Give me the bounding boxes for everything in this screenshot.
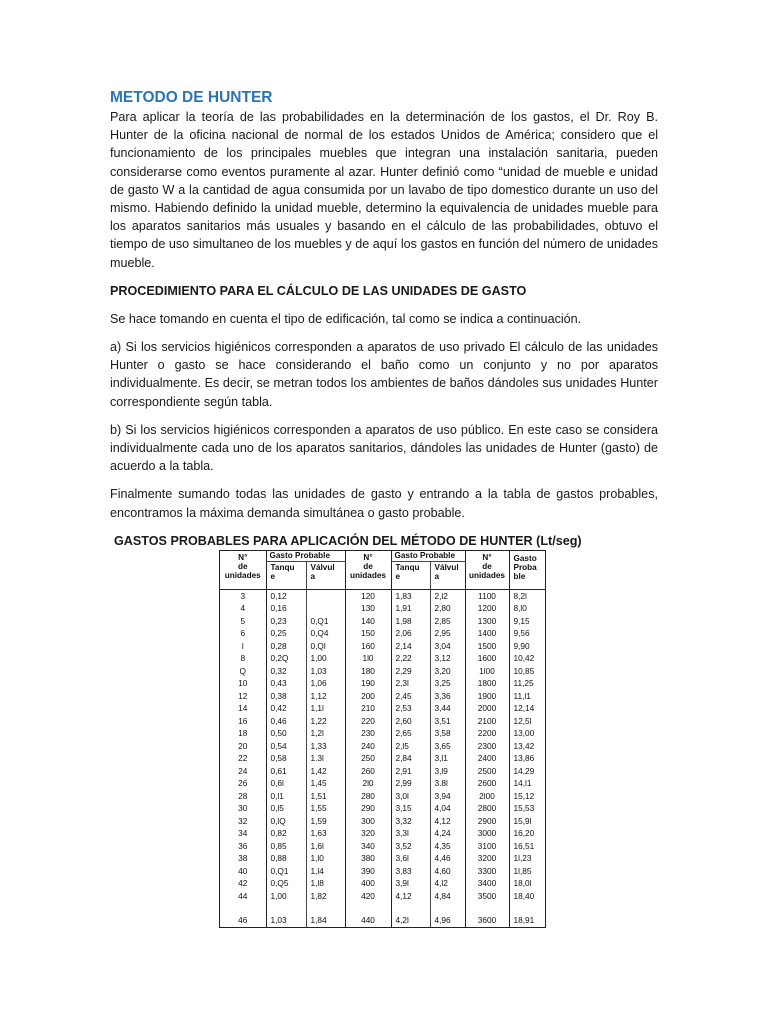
cell-units-b: 340: [345, 840, 391, 853]
cell-valvula-a: 1,1l: [306, 703, 345, 716]
header-gasto-3: [509, 551, 545, 590]
cell-units-c: 1200: [465, 603, 509, 616]
cell-valvula-a: 0,Q1: [306, 615, 345, 628]
cell-tanque-b: 2,22: [391, 653, 430, 666]
header-tanque-2: [391, 562, 430, 590]
cell-valvula-b: 3,94: [430, 790, 465, 803]
document-page: [110, 88, 658, 560]
cell-gasto-c: 16,20: [509, 828, 545, 841]
cell-tanque-b: 2,60: [391, 715, 430, 728]
cell-tanque-b: 2,84: [391, 753, 430, 766]
cell-units-a: 22: [238, 753, 248, 764]
cell-valvula-b: 3,65: [430, 740, 465, 753]
cell-valvula-b: 3,44: [430, 703, 465, 716]
cell-valvula-a: [306, 590, 345, 603]
cell-units-a: 38: [238, 853, 248, 864]
cell-gasto-c: 18,40: [509, 890, 545, 903]
cell-units-a: 36: [238, 840, 248, 851]
table-row: [220, 778, 545, 791]
cell-tanque-a: 0,58: [266, 753, 306, 766]
cell-tanque-a: 0,lQ: [266, 815, 306, 828]
cell-valvula-a: 1,84: [306, 910, 345, 927]
header-tanque-2-text: Tanqu e: [395, 563, 420, 581]
cell-units-b: 140: [345, 615, 391, 628]
cell-units-c: 2900: [465, 815, 509, 828]
cell-valvula-b: 4,35: [430, 840, 465, 853]
cell-valvula-a: 1,6l: [306, 840, 345, 853]
cell-units-b: 2l0: [345, 778, 391, 791]
cell-units-a: 16: [238, 715, 248, 726]
table-gap-row: [220, 903, 545, 910]
cell-tanque-b: 3,52: [391, 840, 430, 853]
table-row: [220, 590, 545, 603]
cell-valvula-b: 3,25: [430, 678, 465, 691]
table-row: [220, 910, 545, 927]
cell-units-b: 400: [345, 878, 391, 891]
cell-valvula-a: 1,l4: [306, 865, 345, 878]
paragraph-uso-privado: a) Si los servicios higiénicos corresponden a aparatos de uso privado El cálculo de las unidades Hunter o gasto se hace considerando el baño como un conjunto y no por aparatos individualmente. Es decir, se metran todos los ambientes de baños dándoles sus unidades Hunter correspondiente según tabla.: [110, 340, 658, 409]
paragraph-edificacion: Se hace tomando en cuenta el tipo de edificación, tal como se indica a continuación.: [110, 311, 582, 326]
cell-units-c: 3600: [465, 910, 509, 927]
cell-gasto-c: 12,14: [509, 703, 545, 716]
cell-units-c: 1500: [465, 640, 509, 653]
cell-valvula-b: 3,51: [430, 715, 465, 728]
cell-units-a: 40: [238, 865, 248, 876]
cell-units-a: 4: [240, 603, 246, 614]
header-tanque-1-text: Tanqu e: [270, 563, 295, 581]
table-row: [220, 828, 545, 841]
header-units-1: [220, 551, 266, 590]
table-row: [220, 878, 545, 891]
cell-tanque-a: 0,88: [266, 853, 306, 866]
cell-units-b: 320: [345, 828, 391, 841]
cell-gasto-c: 14,29: [509, 765, 545, 778]
cell-valvula-b: 4,12: [430, 815, 465, 828]
header-units-3-text: N° de unidades: [469, 553, 505, 580]
cell-units-a: 44: [238, 890, 248, 901]
cell-units-c: 2200: [465, 728, 509, 741]
cell-tanque-a: 0,61: [266, 765, 306, 778]
cell-tanque-b: 3,9l: [391, 878, 430, 891]
cell-units-a: l: [241, 640, 244, 651]
cell-units-a: 46: [238, 914, 248, 925]
paragraph-uso-publico: b) Si los servicios higiénicos corresponden a aparatos de uso público. En este caso se considera individualmente cada uno de los aparatos sanitarios, dándoles las unidades de Hunter (gasto) de acuerdo a la tabla.: [110, 422, 658, 474]
cell-valvula-a: 1,06: [306, 678, 345, 691]
cell-units-c: 3200: [465, 853, 509, 866]
cell-valvula-a: 1,33: [306, 740, 345, 753]
cell-gasto-c: 8,2l: [509, 590, 545, 603]
cell-tanque-b: 1,83: [391, 590, 430, 603]
cell-valvula-a: 0,Q4: [306, 628, 345, 641]
cell-valvula-a: 1,82: [306, 890, 345, 903]
cell-tanque-a: 0,16: [266, 603, 306, 616]
cell-tanque-b: 2,06: [391, 628, 430, 641]
cell-valvula-b: 4,96: [430, 910, 465, 927]
cell-units-c: 3100: [465, 840, 509, 853]
cell-valvula-a: 0,Ql: [306, 640, 345, 653]
table-gap-cell: [220, 903, 266, 910]
table-row: [220, 690, 545, 703]
cell-units-c: 2500: [465, 765, 509, 778]
cell-units-b: 390: [345, 865, 391, 878]
header-gasto-1: Gasto Probable: [266, 551, 345, 562]
cell-tanque-b: 3,83: [391, 865, 430, 878]
cell-units-b: 210: [345, 703, 391, 716]
cell-tanque-a: 0,54: [266, 740, 306, 753]
cell-units-b: 150: [345, 628, 391, 641]
cell-units-b: 180: [345, 665, 391, 678]
cell-tanque-a: 0,82: [266, 828, 306, 841]
cell-tanque-b: 2,45: [391, 690, 430, 703]
table-gap-cell: [509, 903, 545, 910]
cell-units-b: 190: [345, 678, 391, 691]
cell-valvula-b: 3,58: [430, 728, 465, 741]
table-gap-cell: [266, 903, 306, 910]
cell-units-c: 1100: [465, 590, 509, 603]
cell-units-b: 200: [345, 690, 391, 703]
cell-valvula-a: [306, 603, 345, 616]
cell-valvula-b: 2,80: [430, 603, 465, 616]
table-gap-cell: [430, 903, 465, 910]
cell-units-c: 1900: [465, 690, 509, 703]
cell-tanque-b: 2,65: [391, 728, 430, 741]
cell-units-b: 220: [345, 715, 391, 728]
cell-tanque-a: 0,12: [266, 590, 306, 603]
cell-gasto-c: 8,l0: [509, 603, 545, 616]
cell-units-a: 14: [238, 703, 248, 714]
cell-valvula-a: 1.3l: [306, 753, 345, 766]
table-row: [220, 840, 545, 853]
table-gap-cell: [345, 903, 391, 910]
cell-units-a: Q: [239, 665, 246, 676]
cell-gasto-c: 10,85: [509, 665, 545, 678]
cell-valvula-b: 2,l2: [430, 590, 465, 603]
cell-gasto-c: 18,0l: [509, 878, 545, 891]
cell-gasto-c: 15,9l: [509, 815, 545, 828]
cell-gasto-c: 18,91: [509, 910, 545, 927]
cell-tanque-b: 2,53: [391, 703, 430, 716]
cell-units-c: 1600: [465, 653, 509, 666]
table-row: [220, 890, 545, 903]
header-valvula-2-text: Válvul a: [434, 563, 459, 581]
cell-tanque-a: 0,28: [266, 640, 306, 653]
cell-units-c: 3300: [465, 865, 509, 878]
cell-gasto-c: 10,42: [509, 653, 545, 666]
cell-valvula-a: 1,l8: [306, 878, 345, 891]
procedure-heading: PROCEDIMIENTO PARA EL CÁLCULO DE LAS UNIDADES DE GASTO: [110, 283, 527, 298]
table-row: [220, 615, 545, 628]
cell-units-c: 2400: [465, 753, 509, 766]
cell-gasto-c: 11,l1: [509, 690, 545, 703]
cell-units-c: 2800: [465, 803, 509, 816]
cell-tanque-a: 0,38: [266, 690, 306, 703]
cell-tanque-b: 2,l5: [391, 740, 430, 753]
cell-tanque-a: 0,6l: [266, 778, 306, 791]
cell-valvula-b: 4,l2: [430, 878, 465, 891]
cell-units-b: 240: [345, 740, 391, 753]
cell-units-c: 2l00: [465, 790, 509, 803]
cell-units-b: 300: [345, 815, 391, 828]
cell-units-c: 2000: [465, 703, 509, 716]
table-gap-cell: [391, 903, 430, 910]
cell-tanque-b: 2,3l: [391, 678, 430, 691]
cell-units-a: 3: [240, 590, 246, 601]
cell-units-a: 26: [238, 778, 248, 789]
table-gap-cell: [465, 903, 509, 910]
cell-units-c: 3500: [465, 890, 509, 903]
cell-tanque-a: 0,23: [266, 615, 306, 628]
cell-valvula-b: 3,20: [430, 665, 465, 678]
cell-units-b: 230: [345, 728, 391, 741]
header-valvula-2: [430, 562, 465, 590]
cell-tanque-b: 3,15: [391, 803, 430, 816]
cell-gasto-c: 11,25: [509, 678, 545, 691]
header-units-1-text: N° de unidades: [224, 553, 261, 580]
cell-valvula-a: 1,22: [306, 715, 345, 728]
cell-valvula-a: 1,03: [306, 665, 345, 678]
cell-gasto-c: 15,12: [509, 790, 545, 803]
cell-tanque-a: 0,l1: [266, 790, 306, 803]
cell-gasto-c: 1l,85: [509, 865, 545, 878]
cell-tanque-a: 0,25: [266, 628, 306, 641]
cell-gasto-c: 9,90: [509, 640, 545, 653]
header-gasto-2: Gasto Probable: [391, 551, 465, 562]
cell-tanque-b: 4,2l: [391, 910, 430, 927]
table-row: [220, 728, 545, 741]
cell-tanque-a: 0,Q1: [266, 865, 306, 878]
table-row: [220, 678, 545, 691]
cell-units-b: 420: [345, 890, 391, 903]
table-row: [220, 628, 545, 641]
cell-valvula-b: 3,l9: [430, 765, 465, 778]
cell-units-c: 1800: [465, 678, 509, 691]
cell-units-a: 30: [238, 803, 248, 814]
header-valvula-1-text: Válvul a: [310, 563, 335, 581]
cell-valvula-a: 1,00: [306, 653, 345, 666]
table-row: [220, 653, 545, 666]
cell-gasto-c: 13,86: [509, 753, 545, 766]
cell-gasto-c: 15,53: [509, 803, 545, 816]
cell-valvula-a: 1,59: [306, 815, 345, 828]
cell-valvula-b: 4,04: [430, 803, 465, 816]
table-row: [220, 740, 545, 753]
intro-paragraph: Para aplicar la teoría de las probabilidades en la determinación de los gastos, el Dr. Roy B. Hunter de la oficina nacional de normal de los estados Unidos de América; considero que el funcionamiento de los principales muebles que integran una instalación sanitaria, pueden considerarse como eventos puramente al azar. Hunter definió como “unidad de mueble e unidad de gasto W a la cantidad de agua consumida por un lavabo de tipo domestico durante un uso del mismo. Habiendo definido la unidad mueble, determino la equivalencia de unidades mueble para los aparatos sanitarios más usuales y basando en el cálculo de las probabilidades, obtuvo el tiempo de uso simultaneo de los muebles y de aquí los gastos en función del número de unidades mueble.: [110, 110, 658, 270]
cell-valvula-a: 1,45: [306, 778, 345, 791]
table-row: [220, 753, 545, 766]
cell-tanque-b: 3,32: [391, 815, 430, 828]
cell-units-b: 120: [345, 590, 391, 603]
table-row: [220, 703, 545, 716]
header-units-3: [465, 551, 509, 590]
cell-units-b: 280: [345, 790, 391, 803]
cell-units-c: 1400: [465, 628, 509, 641]
cell-gasto-c: 9,56: [509, 628, 545, 641]
cell-valvula-b: 3,36: [430, 690, 465, 703]
cell-tanque-b: 3,6l: [391, 853, 430, 866]
cell-units-c: 3400: [465, 878, 509, 891]
cell-units-c: 3000: [465, 828, 509, 841]
cell-tanque-a: 0,Q5: [266, 878, 306, 891]
cell-valvula-b: 4,24: [430, 828, 465, 841]
cell-valvula-a: 1,55: [306, 803, 345, 816]
cell-valvula-b: 3,l1: [430, 753, 465, 766]
cell-units-b: 250: [345, 753, 391, 766]
table-row: [220, 853, 545, 866]
table-row: [220, 765, 545, 778]
table-row: [220, 640, 545, 653]
cell-valvula-a: 1,42: [306, 765, 345, 778]
cell-units-a: 18: [238, 728, 248, 739]
cell-gasto-c: 16,51: [509, 840, 545, 853]
cell-tanque-a: 0,50: [266, 728, 306, 741]
paragraph-finalmente: Finalmente sumando todas las unidades de gasto y entrando a la tabla de gastos probables, encontramos la máxima demanda simultánea o gasto probable.: [110, 487, 658, 520]
cell-units-a: 32: [238, 815, 248, 826]
table-title: GASTOS PROBABLES PARA APLICACIÓN DEL MÉTODO DE HUNTER (Lt/seg): [114, 533, 582, 548]
cell-tanque-a: 0,32: [266, 665, 306, 678]
cell-units-b: 130: [345, 603, 391, 616]
cell-tanque-b: 2,29: [391, 665, 430, 678]
cell-valvula-a: 1,63: [306, 828, 345, 841]
cell-tanque-b: 2,14: [391, 640, 430, 653]
cell-gasto-c: 1l,23: [509, 853, 545, 866]
cell-tanque-b: 2,99: [391, 778, 430, 791]
cell-gasto-c: 13,42: [509, 740, 545, 753]
hunter-table: [219, 550, 546, 928]
table-body: [220, 590, 545, 928]
cell-units-b: 260: [345, 765, 391, 778]
header-tanque-1: [266, 562, 306, 590]
cell-units-a: 20: [238, 740, 248, 751]
cell-valvula-a: 1,l0: [306, 853, 345, 866]
cell-tanque-a: 0,2Q: [266, 653, 306, 666]
cell-tanque-b: 3,0l: [391, 790, 430, 803]
cell-units-a: 12: [238, 690, 248, 701]
cell-valvula-a: 1,2l: [306, 728, 345, 741]
cell-units-a: 6: [240, 628, 246, 639]
table-row: [220, 790, 545, 803]
header-units-2: [345, 551, 391, 590]
cell-units-a: 42: [238, 878, 248, 889]
cell-gasto-c: 12,5l: [509, 715, 545, 728]
table-row: [220, 603, 545, 616]
cell-tanque-a: 0,42: [266, 703, 306, 716]
table-row: [220, 715, 545, 728]
cell-tanque-b: 2,91: [391, 765, 430, 778]
cell-valvula-b: 3,04: [430, 640, 465, 653]
cell-units-a: 28: [238, 790, 248, 801]
cell-tanque-b: 1,91: [391, 603, 430, 616]
header-valvula-1: [306, 562, 345, 590]
cell-units-c: 2300: [465, 740, 509, 753]
cell-gasto-c: 14,l1: [509, 778, 545, 791]
cell-units-c: 1300: [465, 615, 509, 628]
cell-valvula-b: 3,12: [430, 653, 465, 666]
cell-valvula-a: 1,12: [306, 690, 345, 703]
cell-tanque-b: 3,3l: [391, 828, 430, 841]
cell-gasto-c: 13,00: [509, 728, 545, 741]
cell-gasto-c: 9,15: [509, 615, 545, 628]
cell-tanque-b: 1,98: [391, 615, 430, 628]
cell-valvula-b: 2,95: [430, 628, 465, 641]
cell-units-c: 2600: [465, 778, 509, 791]
header-units-2-text: N° de unidades: [350, 553, 386, 580]
header-gasto-3-text: Gasto Proba ble: [513, 554, 537, 581]
cell-tanque-b: 4,12: [391, 890, 430, 903]
cell-valvula-b: 4,46: [430, 853, 465, 866]
cell-units-c: 1l00: [465, 665, 509, 678]
cell-tanque-a: 0,43: [266, 678, 306, 691]
cell-valvula-b: 4,60: [430, 865, 465, 878]
cell-tanque-a: 1,00: [266, 890, 306, 903]
table-row: [220, 815, 545, 828]
cell-units-b: 160: [345, 640, 391, 653]
cell-units-b: 1l0: [345, 653, 391, 666]
cell-units-b: 380: [345, 853, 391, 866]
cell-units-a: 34: [238, 828, 248, 839]
cell-units-a: 8: [240, 653, 246, 664]
cell-valvula-b: 3.8l: [430, 778, 465, 791]
cell-units-b: 440: [345, 910, 391, 927]
cell-units-b: 290: [345, 803, 391, 816]
cell-tanque-a: 1,03: [266, 910, 306, 927]
table-row: [220, 865, 545, 878]
table-row: [220, 803, 545, 816]
cell-valvula-b: 4,84: [430, 890, 465, 903]
cell-units-c: 2100: [465, 715, 509, 728]
cell-units-a: 10: [238, 678, 248, 689]
cell-tanque-a: 0,85: [266, 840, 306, 853]
cell-valvula-a: 1,51: [306, 790, 345, 803]
cell-units-a: 5: [240, 615, 246, 626]
cell-valvula-b: 2,85: [430, 615, 465, 628]
cell-units-a: 24: [238, 765, 248, 776]
document-title: METODO DE HUNTER: [110, 89, 273, 106]
table-gap-cell: [306, 903, 345, 910]
table-row: [220, 665, 545, 678]
cell-tanque-a: 0,l5: [266, 803, 306, 816]
cell-tanque-a: 0,46: [266, 715, 306, 728]
